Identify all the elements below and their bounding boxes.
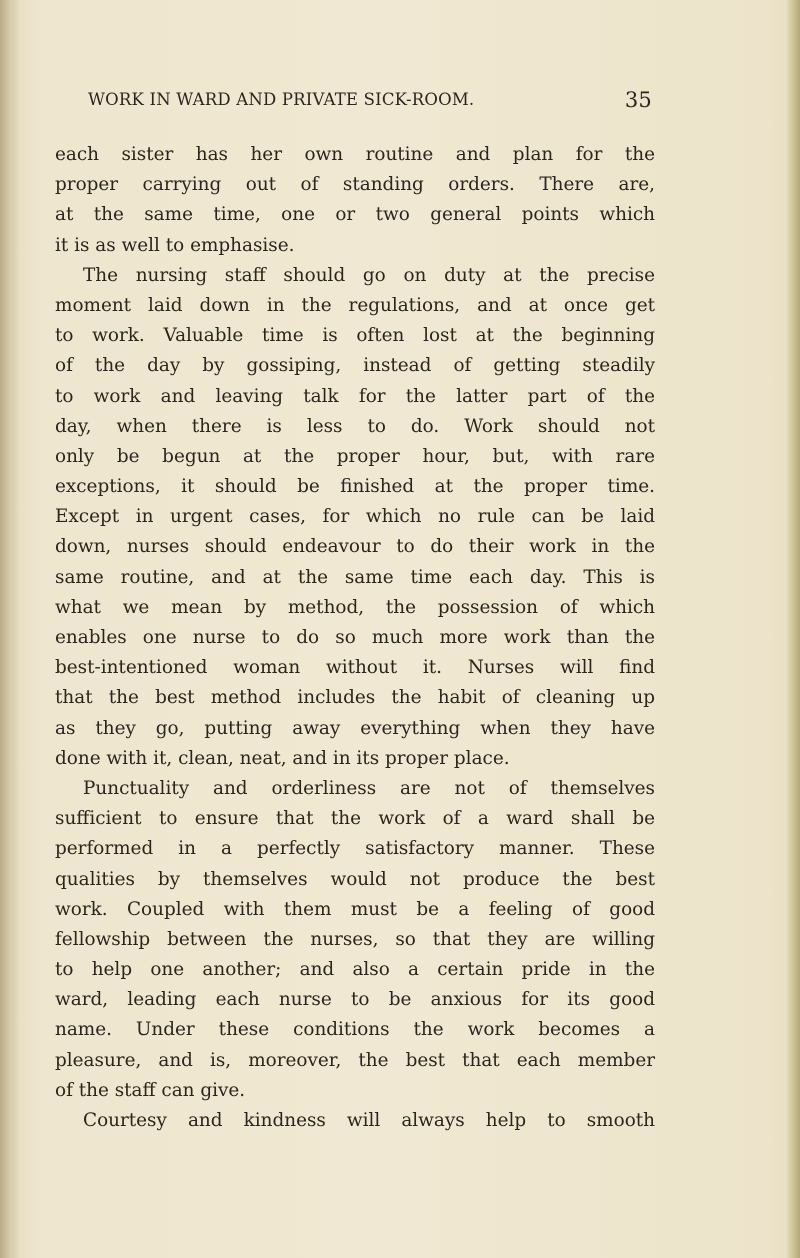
text-line: day, when there is less to do. Work should not xyxy=(55,415,655,437)
text-line: best-intentioned woman without it. Nurses will find xyxy=(55,657,655,679)
text-line: ward, leading each nurse to be anxious for its good xyxy=(55,989,655,1011)
page-header xyxy=(88,88,660,114)
text-line: pleasure, and is, moreover, the best that each member xyxy=(55,1049,655,1071)
text-line: it is as well to emphasise. xyxy=(55,234,295,256)
text-line: performed in a perfectly satisfactory manner. These xyxy=(55,838,655,860)
page-gutter-shadow xyxy=(0,0,20,1258)
text-line: at the same time, one or two general points which xyxy=(55,204,655,226)
text-line: each sister has her own routine and plan for the xyxy=(55,144,655,165)
text-line: enables one nurse to do so much more work than the xyxy=(55,627,655,648)
text-line: Except in urgent cases, for which no rule can be laid xyxy=(55,506,655,528)
text-line: of the staff can give. xyxy=(55,1079,246,1101)
text-line: Punctuality and orderliness are not of themselves xyxy=(83,777,655,799)
page-edge-shadow xyxy=(786,0,800,1258)
text-line: same routine, and at the same time each day. This is xyxy=(55,566,655,588)
text-line: name. Under these conditions the work becomes a xyxy=(55,1019,655,1041)
text-line: that the best method includes the habit of cleaning up xyxy=(55,687,655,709)
text-line: The nursing staff should go on duty at the precise xyxy=(83,264,655,286)
text-line: to help one another; and also a certain pride in the xyxy=(55,959,655,981)
text-line: down, nurses should endeavour to do their work in the xyxy=(55,536,655,558)
text-line: done with it, clean, neat, and in its proper place. xyxy=(55,747,510,769)
body-text xyxy=(55,140,655,1136)
text-line: to work. Valuable time is often lost at the beginning xyxy=(55,325,655,347)
page-number: 35 xyxy=(624,88,652,112)
text-line: Courtesy and kindness will always help to smooth xyxy=(83,1110,655,1131)
text-line: fellowship between the nurses, so that they are willing xyxy=(55,928,655,950)
text-line: sufficient to ensure that the work of a ward shall be xyxy=(55,808,655,830)
text-line: qualities by themselves would not produce the best xyxy=(55,868,655,890)
text-line: what we mean by method, the possession of which xyxy=(55,596,655,618)
text-line: as they go, putting away everything when they have xyxy=(55,717,655,739)
running-title: WORK IN WARD AND PRIVATE SICK-ROOM. xyxy=(88,90,475,109)
text-line: of the day by gossiping, instead of getting steadily xyxy=(55,355,655,377)
text-line: only be begun at the proper hour, but, with rare xyxy=(55,445,655,467)
text-line: moment laid down in the regulations, and at once get xyxy=(55,294,655,316)
text-line: exceptions, it should be finished at the proper time. xyxy=(55,476,655,498)
text-line: proper carrying out of standing orders. There are, xyxy=(55,174,655,196)
text-line: work. Coupled with them must be a feeling of good xyxy=(55,898,655,920)
text-line: to work and leaving talk for the latter part of the xyxy=(55,385,655,407)
